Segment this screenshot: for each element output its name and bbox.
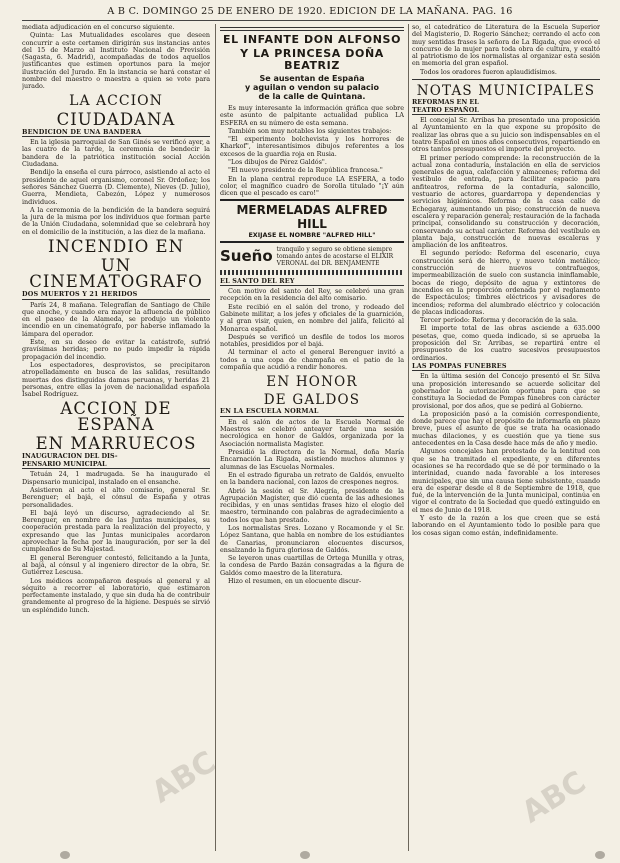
subheading: LAS POMPAS FUNEBRES xyxy=(412,363,600,372)
subheading-line: REFORMAS EN EL xyxy=(412,98,479,107)
paragraph: Los normalistas Sres. Lozano y Rocamonde y el Sr. López Santana, que habla en nombre de los estudiantes de Canarias, pronunciaron elocuentes discursos, ensalzando la figura gloriosa de Galdós. xyxy=(220,523,404,554)
subheading-line: INAUGURACION DEL DIS- xyxy=(22,452,118,461)
headline-de-galdos: DE GALDOS xyxy=(263,392,361,409)
subheadline-line: de la calle de Quintana. xyxy=(258,92,366,101)
divider xyxy=(412,79,600,80)
paragraph: Bendijo la enseña el cura párroco, asistiendo al acto el presidente de aquel organismo, coronel Sr. Ordoñez; los señores Sánchez Guerra (D. Clemente), Nieves (D. Julio), Guerra, Mendieta, Cabezón, López y numerosos individuos. xyxy=(22,168,210,206)
paragraph: Tetuán 24, 1 madrugada. Se ha inaugurado el Dispensario municipal, instalado en el ensanche. xyxy=(22,470,210,486)
watermark-abc: ABC xyxy=(145,744,223,811)
subheadline xyxy=(220,74,404,101)
headline-notas-municipales: NOTAS MUNICIPALES xyxy=(416,83,596,100)
paragraph: Se leyeron unas cuartillas de Ortega Munilla y otras, la condesa de Pardo Bazán consagradas a la figura de Galdós como maestro de la literatura. xyxy=(220,554,404,577)
ad-sueno-text: tranquilo y seguro se obtiene siempre tomando antes de acostarse el ELIXIR VERONAL del DR. BENJAMENTE xyxy=(276,245,394,267)
paragraph: Después se verificó un desfile de todos los moros notables, presididos por el bajá. xyxy=(220,332,404,349)
paragraph: Asistieron al acto el alto comisario, general Sr. Berenguer; el bajá, el cónsul de España y otras personalidades. xyxy=(22,485,210,509)
paragraph: El bajá leyó un discurso, agradeciendo al Sr. Berenguer, en nombre de las Juntas municipales, su cooperación prestada para la realización del proyecto, y expresando que las Juntas municipales acordaron aprovechar la fecha por la inauguración, por ser la del cumpleaños de Su Majestad. xyxy=(22,508,210,554)
paragraph: París 24, 8 mañana. Telegrafían de Santiago de Chile que anoche, y cuando era mayor la afluencia de público en el paseo de la Alameda, se produjo un violento incendio en un cinematógrafo, por haberse inflamado la lámpara del operador. xyxy=(22,300,210,338)
paragraph: El primer período comprende: la reconstrucción de la actual zona contaduría, instalación en ella de servicios generales de agua, calefacción y almacenes; reforma del vestíbulo de entrada, para facilitar espacio para anfiteatros, reforma de la contaduría, saloncillo, vestuario de actores, guardarropa y dependencias y servicios higiénicos. Reforma de la casa calle de Echegaray, aumentando un piso; construcción de nueva escalera y reparación general; restauración de la fachada principal, consolidando su construcción y decoración, conservando su actual carácter. Reforma del vestíbulo en planta baja, construcción de nuevas escaleras y ampliación de los anfiteatros. xyxy=(412,153,600,250)
subheading xyxy=(412,99,600,115)
paragraph: Es muy interesante la información gráfica que sobre este asunto de palpitante actualidad publica LA ESFERA en su número de esta semana. xyxy=(220,104,404,127)
paragraph: El importe total de las obras asciende a 635.000 pesetas, que, como queda indicado, si se aprueba la proposición del Sr. Arribas, se repartirá entre el presupuesto de los cuatro sucesivos presupuestos ordinarios. xyxy=(412,324,600,362)
headline-princesa: Y LA PRINCESA DOÑA BEATRIZ xyxy=(240,47,384,72)
subheading-line: PENSARIO MUNICIPAL xyxy=(22,459,107,468)
column-middle xyxy=(220,24,404,855)
print-mark xyxy=(60,851,70,859)
ad-mermeladas-sub: EXIJASE EL NOMBRE "ALFRED HILL" xyxy=(220,231,404,243)
paragraph: Todos los oradores fueron aplaudidísimos. xyxy=(420,67,557,76)
paragraph: Y esto de la razón a los que creen que se está laborando en el Ayuntamiento todo lo posible para que los cosas sigan como están, indefinidamente. xyxy=(412,514,600,537)
paragraph: Algunos concejales han protestado de la lentitud con que se ha tramitado el expediente, y en diferentes ocasiones se ha recordado que se dé por terminado o la interinidad, cuando nada favorable a los intereses municipales, que sin una causa tiene subsistente, cuando era de esperar desde el 8 de Septiembre de 1918, que fué, de la intervención de la Junta municipal, continúa en vigor el contrato de la Sociedad que quedó extinguido en el mes de Junio de 1918. xyxy=(412,447,600,514)
paragraph: En el estrado figuraba un retrato de Galdós, envuelto en la bandera nacional, con lazos de crespones negros. xyxy=(220,470,404,487)
print-mark xyxy=(595,851,605,859)
column-divider xyxy=(215,24,216,851)
headline-accion: LA ACCION xyxy=(69,92,163,109)
paragraph: mediata adjudicación en el concurso siguiente. xyxy=(22,24,175,31)
paragraph: Con motivo del santo del Rey, se celebró una gran recepción en la residencia del alto comisario. xyxy=(220,287,404,303)
paragraph: Tercer período: Reforma y decoración de la sala. xyxy=(420,316,578,325)
paragraph: Este recibió en el salón del trono, y rodeado del Gabinete militar, a los jefes y oficiales de la guarnición, y al gran visir, quien, en nombre del jalifa, felicitó al Monarca español. xyxy=(220,302,404,333)
paragraph: El segundo período: Reforma del escenario, cuya construcción será de hierro, y nuevo telón metálico; construcción de nuevos contrafuegos, impermeabilización de suelo con sustancia ininflamable, bocas de riego, depósito de agua y extintores de incendios en la proporción ordenada por el reglamento de Espectáculos; timbres eléctricos y avisadores de incendios; reforma del alumbrado eléctrico y colocación de placas indicadoras. xyxy=(412,249,600,316)
subheading: EN LA ESCUELA NORMAL xyxy=(220,408,404,417)
watermark-abc: ABC xyxy=(515,764,593,831)
column-right xyxy=(412,24,600,855)
paragraph: Abrió la sesión el Sr. Alegría, presidente de la Agrupación Magister, que dió cuenta de las adhesiones recibidas, y en unas sentidas frases hizo el elogio del maestro, terminando con palabras de agradecimiento a todos los que han prestado. xyxy=(220,486,404,524)
headline-en-honor: EN HONOR xyxy=(266,374,358,391)
subheading: DOS MUERTOS Y 21 HERIDOS xyxy=(22,291,210,300)
decorative-border xyxy=(220,270,404,275)
headline-marruecos: EN MARRUECOS xyxy=(35,434,197,454)
headline-infante: EL INFANTE DON ALFONSO xyxy=(222,33,402,46)
paragraph: El concejal Sr. Arribas ha presentado una proposición al Ayuntamiento en la que expone su propósito de realizar las obras que a su juicio son indispensables en el teatro Español en unos años consecutivos, repartiendo en otros tantos presupuestos el importe del proyecto. xyxy=(412,116,600,154)
ad-mermeladas-title: MERMELADAS ALFRED HILL xyxy=(220,199,404,231)
subheadline-line: Se ausentan de España xyxy=(259,74,365,83)
paragraph: Este, en su deseo de evitar la catástrofe, sufrió gravísimas heridas; pero no pudo impedir la rápida propagación del incendio. xyxy=(22,338,210,361)
column-divider xyxy=(408,24,409,851)
headline-ciudadana: CIUDADANA xyxy=(56,109,176,129)
paragraph: "Los dibujos de Pérez Galdós". xyxy=(228,158,327,167)
paragraph: También son muy notables los siguientes trabajos: xyxy=(228,126,392,135)
paragraph: A la ceremonia de la bendición de la bandera seguirá la jura de la misma por los individuos que forman parte de la Unión Ciudadana, solemnidad que se celebrará hoy en el domicilio de la institución, a las diez de la mañana. xyxy=(22,205,210,236)
paragraph: Quinta: Las Mutualidades escolares que deseen concurrir a este certamen dirigirán sus instancias antes del 15 de Marzo al Instituto Nacional de Previsión (Sagasta, 6. Madrid), acompañadas de todos aquellos justificantes que estimen oportunos para la mejor ilustración del Jurado. En la instancia se hará constar el nombre del maestro o maestra a quien se vote para jurado. xyxy=(22,31,210,91)
paragraph: En la última sesión del Concejo presentó el Sr. Silva una proposición interesando se acuerde solicitar del gobernador la autorización oportuna para que se constituya la Sociedad de Pompas fúnebres con carácter provisional, por dos años, que se pedirá al Gobierno. xyxy=(412,372,600,410)
paragraph: so, el catedrático de Literatura de la Escuela Superior del Magisterio, D. Rogerio Sánchez; cerrando el acto con muy sentidas frases la señora de La Rigada, que evocó el concurso de la mujer para toda obra de cultura, y exaltó al patriotismo de los normalistas al organizar esta sesión en memoria del gran español. xyxy=(412,24,600,68)
headline-incendio: INCENDIO EN xyxy=(47,237,185,257)
page-header: A B C. DOMINGO 25 DE ENERO DE 1920. EDICION DE LA MAÑANA. PAG. 16 xyxy=(22,4,598,21)
paragraph: Al terminar el acto el general Berenguer invitó a todos a una copa de champaña en el patio de la compañía que acudió a rendir honores. xyxy=(220,348,404,372)
subheading xyxy=(22,453,210,469)
headline-cinematografo: UN CINEMATOGRAFO xyxy=(29,256,203,292)
box-rule xyxy=(220,27,404,31)
column-left xyxy=(22,24,210,855)
ad-sueno-word: Sueño xyxy=(220,247,273,266)
ad-sueno xyxy=(220,246,404,267)
paragraph: Presidió la directora de la Normal, doña María Encarnación La Rigada, asistiendo muchos alumnos y alumnas de las Escuelas Normales. xyxy=(220,448,404,471)
print-mark xyxy=(300,851,310,859)
paragraph: El general Berenguer contestó, felicitando a la Junta, al bajá, al cónsul y al ingeniero director de la obra, Sr. Gutiérrez Lescusa. xyxy=(22,553,210,577)
paragraph: En la plana central reproduce LA ESFERA, a todo color, el magnífico cuadro de Sorolla titulado "¡Y aún dicen que el pescado es caro!" xyxy=(220,174,404,198)
headline-accion-espana: ACCION DE ESPAÑA xyxy=(60,399,172,435)
subheading-line: TEATRO ESPAÑOL xyxy=(412,105,479,114)
paragraph: Los espectadores, desprovistos, se precipitaron atropelladamente en busca de las salidas, resultando muertas dos distinguidas damas peruanas, y heridas 21 personas, entre ellas la joven de nacionalidad española Isabel Rodríguez. xyxy=(22,360,210,399)
paragraph: En el salón de actos de la Escuela Normal de Maestros se celebró anteayer tarde una sesión necrológica en honor de Galdós, organizada por la Asociación normalista Magister. xyxy=(220,417,404,448)
paragraph: "El nuevo presidente de la República francesa." xyxy=(228,166,383,175)
paragraph: Hizo el resumen, en un elocuente discur- xyxy=(228,577,362,586)
subheading: BENDICION DE UNA BANDERA xyxy=(22,129,210,138)
paragraph: La proposición pasó a la comisión correspondiente, donde parece que hay el propósito de informarla en plazo breve, pues el asunto de que se trata ha ocasionado muchas dilaciones, y es cuestión que ya tiene sus antecedentes en la Casa desde hace más de año y medio. xyxy=(412,409,600,448)
paragraph: "El experimento bolchevista y los horrores de Kharkof", interesantísimos dibujos referentes a los excesos de la guardia roja en Rusia. xyxy=(220,135,404,158)
subheading: EL SANTO DEL REY xyxy=(220,278,404,287)
paragraph: En la iglesia parroquial de San Ginés se verificó ayer, a las cuatro de la tarde, la ceremonia de bendecir la bandera de la patriótica institución social Acción Ciudadana. xyxy=(22,138,210,169)
subheadline-line: y aguilan o vendon su palacio xyxy=(245,83,379,92)
paragraph: Los médicos acompañaron después al general y al séquito a recorrer el laboratorio, que estimaron perfectamente instalado, y que sin duda ha de contribuir grandemente al progreso de la higiene. Después se sirvió un espléndido lunch. xyxy=(22,576,210,614)
